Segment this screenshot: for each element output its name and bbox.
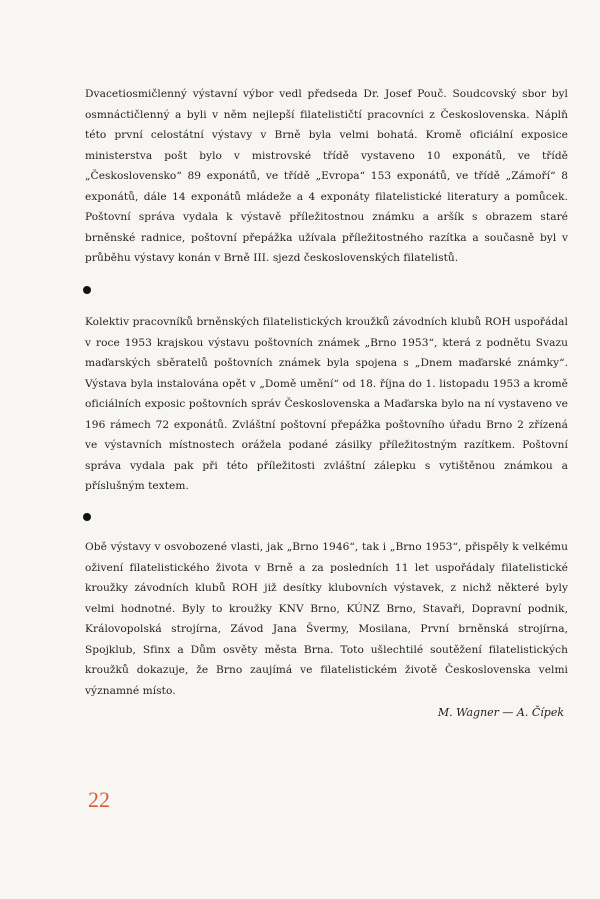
bullet-separator-1 — [83, 286, 91, 294]
paragraph-2: Kolektiv pracovníků brněnských filatelistických kroužků závodních klubů ROH uspořádal v roce 1953 krajskou výstavu poštovních známek „Brno 1953“, která z podnětu Svazu maďarských sběratelů poštovních známek byla spojena s „Dnem maďarské známky“. Výstava byla instalována opět v „Domě umění“ od 18. října do 1. listopadu 1953 a kromě oficiálních exposic poštovních správ Československa a Maďarska bylo na ní vystaveno ve 196 rámech 72 exponátů. Zvláštní poštovní přepážka poštovního úřadu Brno 2 zřízená ve výstavních místnostech orážela podané zásilky příležitostným razítkem. Poštovní správa vydala pak při této příležitosti zvláštní zálepku s vytištěnou známkou a příslušným textem. — [85, 316, 568, 492]
bullet-separator-2 — [83, 513, 91, 521]
page-number: 22 — [88, 787, 110, 812]
paragraph-1: Dvacetiosmičlenný výstavní výbor vedl předseda Dr. Josef Pouč. Soudcovský sbor byl osmnáctičlenný a byli v něm nejlepší filatelističtí pracovníci z Československa. Náplň této první celostátní výstavy v Brně byla velmi bohatá. Kromě oficiální exposice ministerstva pošt bylo v mistrovské třídě vystaveno 10 exponátů, ve třídě „Československo“ 89 exponátů, ve třídě „Evropa“ 153 exponátů, ve třídě „Zámoří“ 8 exponátů, dále 14 exponátů mládeže a 4 exponáty filatelistické literatury a pomůcek. Poštovní správa vydala k výstavě příležitostnou známku a aršík s obrazem staré brněnské radnice, poštovní přepážka užívala příležitostného razítka a současně byl v průběhu výstavy konán v Brně III. sjezd československých filatelistů. — [85, 88, 568, 264]
paragraph-3: Obě výstavy v osvobozené vlasti, jak „Brno 1946“, tak i „Brno 1953“, přispěly k velkému oživení filatelistického života v Brně a za posledních 11 let uspořádaly filatelistické kroužky závodních klubů ROH již desítky klubovních výstavek, z nichž některé byly velmi hodnotné. Byly to kroužky KNV Brno, KÚNZ Brno, Stavaři, Dopravní podnik, Královopolská strojírna, Závod Jana Švermy, Mosilana, První brněnská strojírna, Spojklub, Sfinx a Dům osvěty města Brna. Toto ušlechtilé soutěžení filatelistických kroužků dokazuje, že Brno zaujímá ve filatelistickém životě Československa velmi významné místo. — [85, 541, 568, 697]
author-signature: M. Wagner — A. Čípek — [437, 706, 564, 719]
